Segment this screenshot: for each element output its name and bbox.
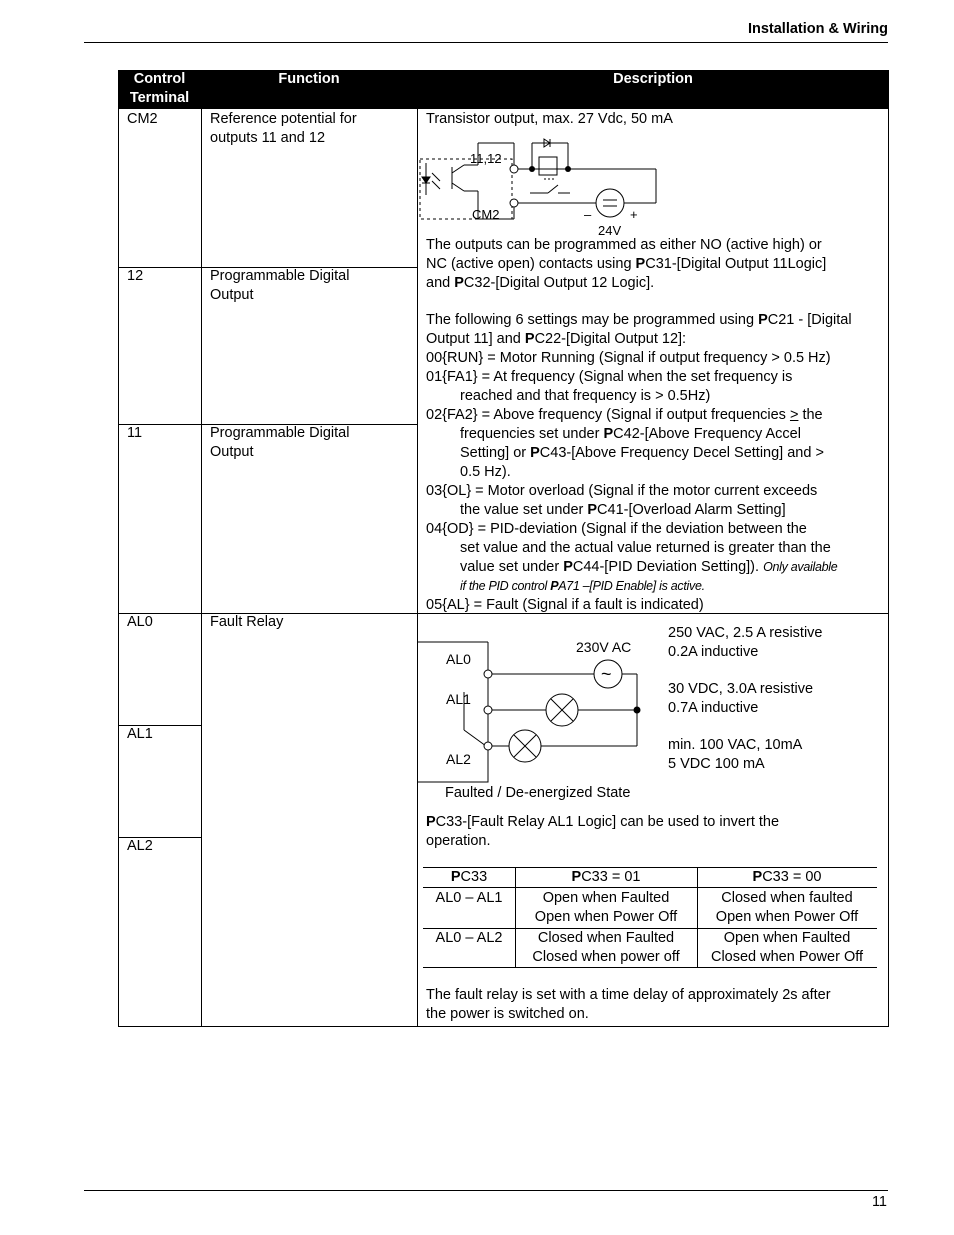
footer-rule xyxy=(84,1190,888,1191)
table-border-right xyxy=(888,109,889,1027)
svg-text:AL0: AL0 xyxy=(446,651,471,667)
logic-cell: Closed when Faulted Closed when power off xyxy=(532,930,680,965)
svg-text:230V AC: 230V AC xyxy=(576,639,632,655)
logic-header-00: PC33 = 00 xyxy=(752,869,822,885)
column-header-control-terminal: Control Terminal xyxy=(129,71,190,106)
svg-text:–: – xyxy=(584,207,592,222)
header-rule xyxy=(84,42,888,43)
function-cm2: Reference potential for outputs 11 and 12 xyxy=(210,111,357,146)
svg-text:+: + xyxy=(630,207,638,222)
svg-text:24V: 24V xyxy=(598,223,622,238)
logic-cell: Open when Faulted Open when Power Off xyxy=(534,890,678,925)
logic-cell: Closed when faulted Open when Power Off xyxy=(715,890,859,925)
svg-text:11,12: 11,12 xyxy=(470,151,502,166)
relay-delay-note: The fault relay is set with a time delay of approximately 2s after the power is switched on. xyxy=(426,987,831,1022)
terminal-12: 12 xyxy=(127,268,144,284)
column-header-function: Function xyxy=(278,71,340,87)
setting-02: 02{FA2} = Above frequency (Signal if output frequencies > the xyxy=(426,407,823,423)
fault-relay-diagram xyxy=(418,620,663,785)
setting-00: 00{RUN} = Motor Running (Signal if output frequency > 0.5 Hz) xyxy=(426,350,831,366)
relay-logic-note: PC33-[Fault Relay AL1 Logic] can be used to invert the operation. xyxy=(426,814,780,849)
function-12: Programmable Digital Output xyxy=(210,268,350,303)
table-divider-1 xyxy=(201,109,202,1027)
logic-row-al0-al2: AL0 – AL2 xyxy=(435,930,503,946)
transistor-output-diagram xyxy=(418,133,663,238)
output-logic-paragraph: The outputs can be programmed as either NO (active high) or NC (active open) contacts using PC31-[Digital Output 11Logic] and PC32-[Digital Output 12 Logic]. xyxy=(426,237,827,291)
terminal-al1: AL1 xyxy=(127,726,153,742)
setting-03: 03{OL} = Motor overload (Signal if the motor current exceeds xyxy=(426,483,818,499)
logic-header-pc33: PC33 xyxy=(450,869,488,885)
svg-text:AL2: AL2 xyxy=(446,751,471,767)
svg-text:CM2: CM2 xyxy=(472,207,500,222)
terminal-al2: AL2 xyxy=(127,838,153,854)
transistor-spec: Transistor output, max. 27 Vdc, 50 mA xyxy=(426,111,673,127)
logic-table-bottom-rule xyxy=(423,967,877,968)
logic-table-header-rule xyxy=(423,887,877,888)
page-number: 11 xyxy=(871,1194,887,1210)
logic-header-01: PC33 = 01 xyxy=(571,869,641,885)
logic-row-al0-al1: AL0 – AL1 xyxy=(435,890,503,906)
svg-text:~: ~ xyxy=(601,664,612,684)
table-border-bottom xyxy=(118,1026,889,1027)
column-header-description: Description xyxy=(613,71,693,87)
function-11: Programmable Digital Output xyxy=(210,425,350,460)
relay-state-caption: Faulted / De-energized State xyxy=(445,785,631,801)
svg-text:AL1: AL1 xyxy=(446,691,471,707)
setting-04: 04{OD} = PID-deviation (Signal if the deviation between the xyxy=(426,521,807,537)
logic-cell: Open when Faulted Closed when Power Off xyxy=(710,930,864,965)
terminal-al0: AL0 xyxy=(127,614,153,630)
table-border-left xyxy=(118,109,119,1027)
terminal-11: 11 xyxy=(127,425,143,441)
function-fault-relay: Fault Relay xyxy=(210,614,284,630)
setting-05: 05{AL} = Fault (Signal if a fault is indicated) xyxy=(426,597,704,613)
output-settings-list: The following 6 settings may be programmed using PC21 - [Digital Output 11] and PC22-[Digital Output 12]: 00{RUN} = Motor Running (Signal if output frequency > 0.5 Hz) 01{FA1} = At frequency (Signal when the set frequency is reached and that frequency is > 0.5Hz) 02{FA2} = Above frequency (Signal if output frequencies > the frequencies set under PC42-[Above Frequency Accel Setting] or PC43-[Above Frequency Decel Setting] and > 0.5 Hz). 03{OL} = Motor overload (Signal if the motor current exceeds the value set under PC41-[Overload Alarm Setting] 04{OD} = PID-deviation (Signal if the deviation between the set value and the actual value returned is greater than the value set under PC44-[PID Deviation Setting]). Only available if the PID control PA71 –[PID Enable] is active. 05{AL} = Fault (Signal if a fault is indicated) xyxy=(426,312,852,613)
relay-ratings: 250 VAC, 2.5 A resistive 0.2A inductive 30 VDC, 3.0A resistive 0.7A inductive min. 100 VAC, 10mA 5 VDC 100 mA xyxy=(668,625,823,772)
setting-01: 01{FA1} = At frequency (Signal when the set frequency is xyxy=(426,369,793,385)
terminal-cm2: CM2 xyxy=(127,111,158,127)
table-divider-2 xyxy=(417,109,418,1027)
page-section-title: Installation & Wiring xyxy=(747,21,888,37)
